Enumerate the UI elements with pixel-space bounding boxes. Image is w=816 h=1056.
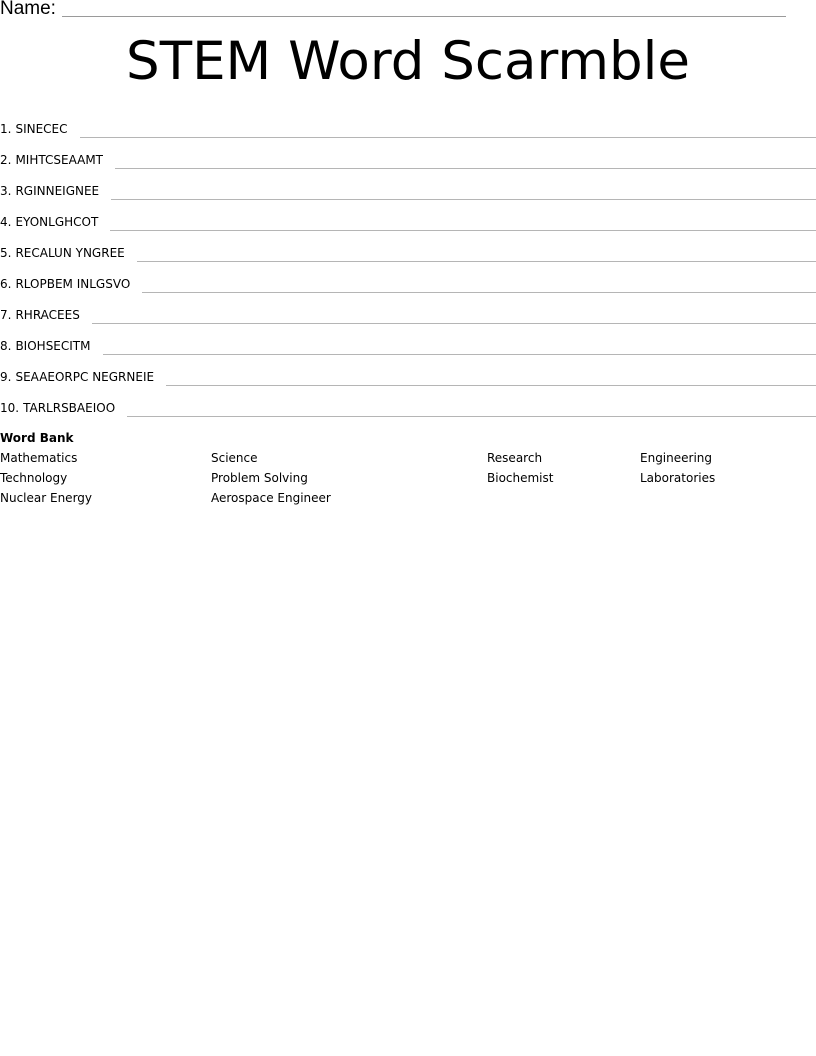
word-bank-item: Engineering [640, 451, 712, 465]
name-answer-line[interactable] [62, 16, 786, 17]
question-number: 4. [0, 215, 12, 229]
word-bank-title: Word Bank [0, 431, 74, 445]
worksheet-title: STEM Word Scarmble [126, 31, 690, 92]
scrambled-word: TARLRSBAEIOO [23, 401, 116, 415]
scrambled-word: MIHTCSEAAMT [15, 153, 104, 167]
word-bank-item: Science [211, 451, 258, 465]
question-row [0, 292, 816, 323]
answer-line[interactable] [166, 385, 816, 386]
question-number: 7. [0, 308, 12, 322]
word-bank [0, 429, 816, 509]
question-row [0, 323, 816, 354]
scrambled-word: BIOHSECITM [15, 339, 91, 353]
scrambled-word: RGINNEIGNEE [15, 184, 100, 198]
question-number: 3. [0, 184, 12, 198]
answer-line[interactable] [80, 137, 816, 138]
question-number: 5. [0, 246, 12, 260]
question-row [0, 168, 816, 199]
scrambled-word: RLOPBEM INLGSVO [15, 277, 131, 291]
answer-line[interactable] [115, 168, 816, 169]
question-number: 8. [0, 339, 12, 353]
word-bank-item: Laboratories [640, 471, 716, 485]
question-row [0, 106, 816, 137]
answer-line[interactable] [137, 261, 816, 262]
word-bank-item: Problem Solving [211, 471, 308, 485]
scrambled-word: SINECEC [15, 122, 68, 136]
question-list [0, 106, 816, 416]
question-row [0, 354, 816, 385]
word-bank-item: Aerospace Engineer [211, 491, 331, 505]
answer-line[interactable] [110, 230, 816, 231]
scrambled-word: RHRACEES [15, 308, 80, 322]
word-bank-grid [0, 449, 816, 509]
question-number: 9. [0, 370, 12, 384]
question-number: 10. [0, 401, 20, 415]
word-bank-item: Technology [0, 471, 68, 485]
word-bank-item: Biochemist [487, 471, 554, 485]
word-bank-item: Mathematics [0, 451, 78, 465]
answer-line[interactable] [111, 199, 816, 200]
question-row [0, 199, 816, 230]
scrambled-word: SEAAEORPC NEGRNEIE [15, 370, 155, 384]
question-row [0, 261, 816, 292]
answer-line[interactable] [127, 416, 816, 417]
question-row [0, 385, 816, 416]
word-bank-item: Research [487, 451, 543, 465]
question-row [0, 230, 816, 261]
answer-line[interactable] [92, 323, 816, 324]
question-number: 1. [0, 122, 12, 136]
scrambled-word: RECALUN YNGREE [15, 246, 125, 260]
name-label: Name: [0, 0, 56, 19]
question-row [0, 137, 816, 168]
scrambled-word: EYONLGHCOT [15, 215, 99, 229]
answer-line[interactable] [142, 292, 816, 293]
answer-line[interactable] [103, 354, 816, 355]
word-bank-item: Nuclear Energy [0, 491, 93, 505]
question-number: 2. [0, 153, 12, 167]
question-number: 6. [0, 277, 12, 291]
name-row [0, 0, 816, 22]
